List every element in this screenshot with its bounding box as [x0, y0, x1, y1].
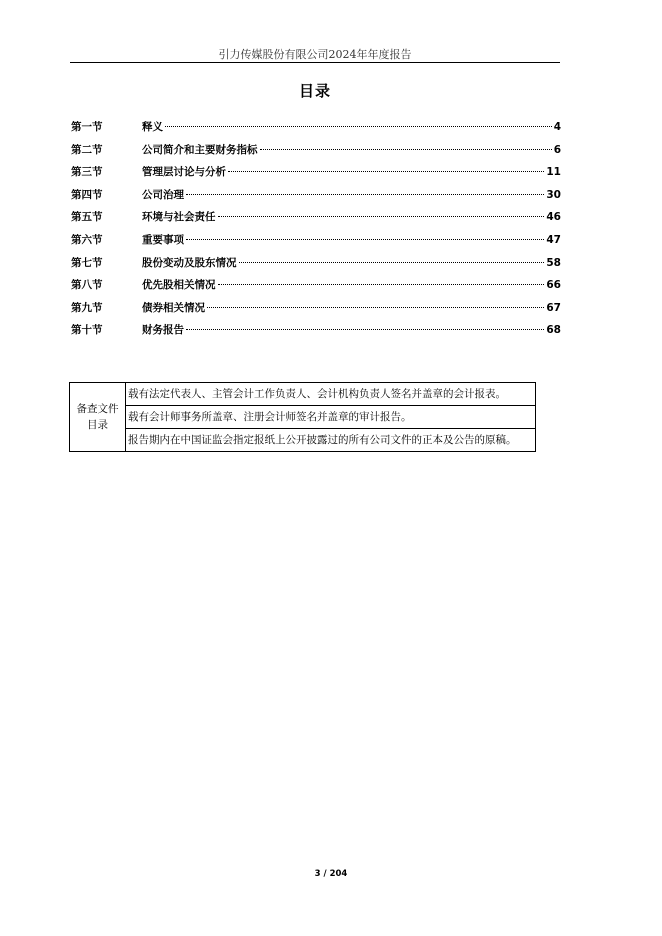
toc-leader-dots — [218, 284, 545, 285]
toc-leader-dots — [186, 329, 544, 330]
toc-entry[interactable] — [71, 232, 561, 255]
toc-section-number: 第八节 — [71, 279, 103, 292]
toc-section-number: 第一节 — [71, 121, 103, 133]
toc-entry[interactable] — [71, 187, 561, 210]
toc-leader-dots — [186, 194, 544, 195]
toc-section-number: 第七节 — [71, 256, 103, 269]
toc-section-title: 释义 — [142, 121, 163, 133]
toc-leader-dots — [218, 216, 545, 217]
toc-entry[interactable] — [71, 119, 561, 142]
toc-page-number: 46 — [546, 211, 561, 224]
toc-entry[interactable] — [71, 322, 561, 345]
toc-section-number: 第四节 — [71, 188, 103, 201]
header-divider — [70, 62, 560, 63]
toc-leader-dots — [239, 262, 545, 263]
toc-page-number: 66 — [546, 279, 561, 292]
toc-page-number: 68 — [546, 324, 561, 337]
toc-section-number: 第二节 — [71, 143, 103, 156]
toc-leader-dots — [260, 149, 552, 150]
toc-entry[interactable] — [71, 164, 561, 187]
table-of-contents — [71, 119, 561, 345]
toc-page-number: 4 — [553, 121, 561, 133]
running-header: 引力传媒股份有限公司2024年年度报告 — [218, 48, 412, 61]
toc-page-number: 47 — [546, 233, 561, 246]
page-number-footer: 3 / 204 — [314, 869, 348, 879]
toc-page-number: 30 — [546, 188, 561, 201]
toc-section-title: 公司简介和主要财务指标 — [142, 143, 258, 156]
toc-entry[interactable] — [71, 277, 561, 300]
toc-section-number: 第五节 — [71, 211, 103, 224]
toc-leader-dots — [207, 307, 544, 308]
toc-section-title: 管理层讨论与分析 — [142, 166, 226, 179]
toc-section-title: 公司治理 — [142, 188, 184, 201]
toc-section-title: 环境与社会责任 — [142, 211, 216, 224]
table-row — [70, 429, 536, 452]
toc-section-title: 债券相关情况 — [142, 301, 205, 314]
toc-page-number: 58 — [546, 256, 561, 269]
toc-section-title: 重要事项 — [142, 233, 184, 246]
toc-section-number: 第十节 — [71, 324, 103, 337]
reference-document-item: 载有会计师事务所盖章、注册会计师签名并盖章的审计报告。 — [126, 406, 536, 429]
toc-entry[interactable] — [71, 142, 561, 165]
toc-section-title: 股份变动及股东情况 — [142, 256, 237, 269]
reference-document-item: 报告期内在中国证监会指定报纸上公开披露过的所有公司文件的正本及公告的原稿。 — [126, 429, 536, 452]
toc-entry[interactable] — [71, 209, 561, 232]
toc-section-title: 财务报告 — [142, 324, 184, 337]
reference-documents-table — [69, 382, 536, 452]
toc-section-title: 优先股相关情况 — [142, 279, 216, 292]
reference-document-item: 载有法定代表人、主管会计工作负责人、会计机构负责人签名并盖章的会计报表。 — [126, 383, 536, 406]
page-title: 目录 — [298, 82, 331, 100]
toc-entry[interactable] — [71, 255, 561, 278]
toc-section-number: 第三节 — [71, 166, 103, 179]
toc-entry[interactable] — [71, 300, 561, 323]
label-line: 备查文件 — [76, 403, 119, 415]
toc-leader-dots — [186, 239, 544, 240]
toc-page-number: 6 — [553, 143, 561, 156]
toc-page-number: 11 — [546, 166, 561, 179]
toc-section-number: 第六节 — [71, 233, 103, 246]
table-row — [70, 383, 536, 406]
toc-page-number: 67 — [546, 301, 561, 314]
toc-section-number: 第九节 — [71, 301, 103, 314]
label-line: 目录 — [87, 419, 108, 431]
toc-leader-dots — [165, 126, 552, 127]
toc-leader-dots — [228, 171, 544, 172]
reference-documents-label — [70, 383, 126, 452]
table-row — [70, 406, 536, 429]
